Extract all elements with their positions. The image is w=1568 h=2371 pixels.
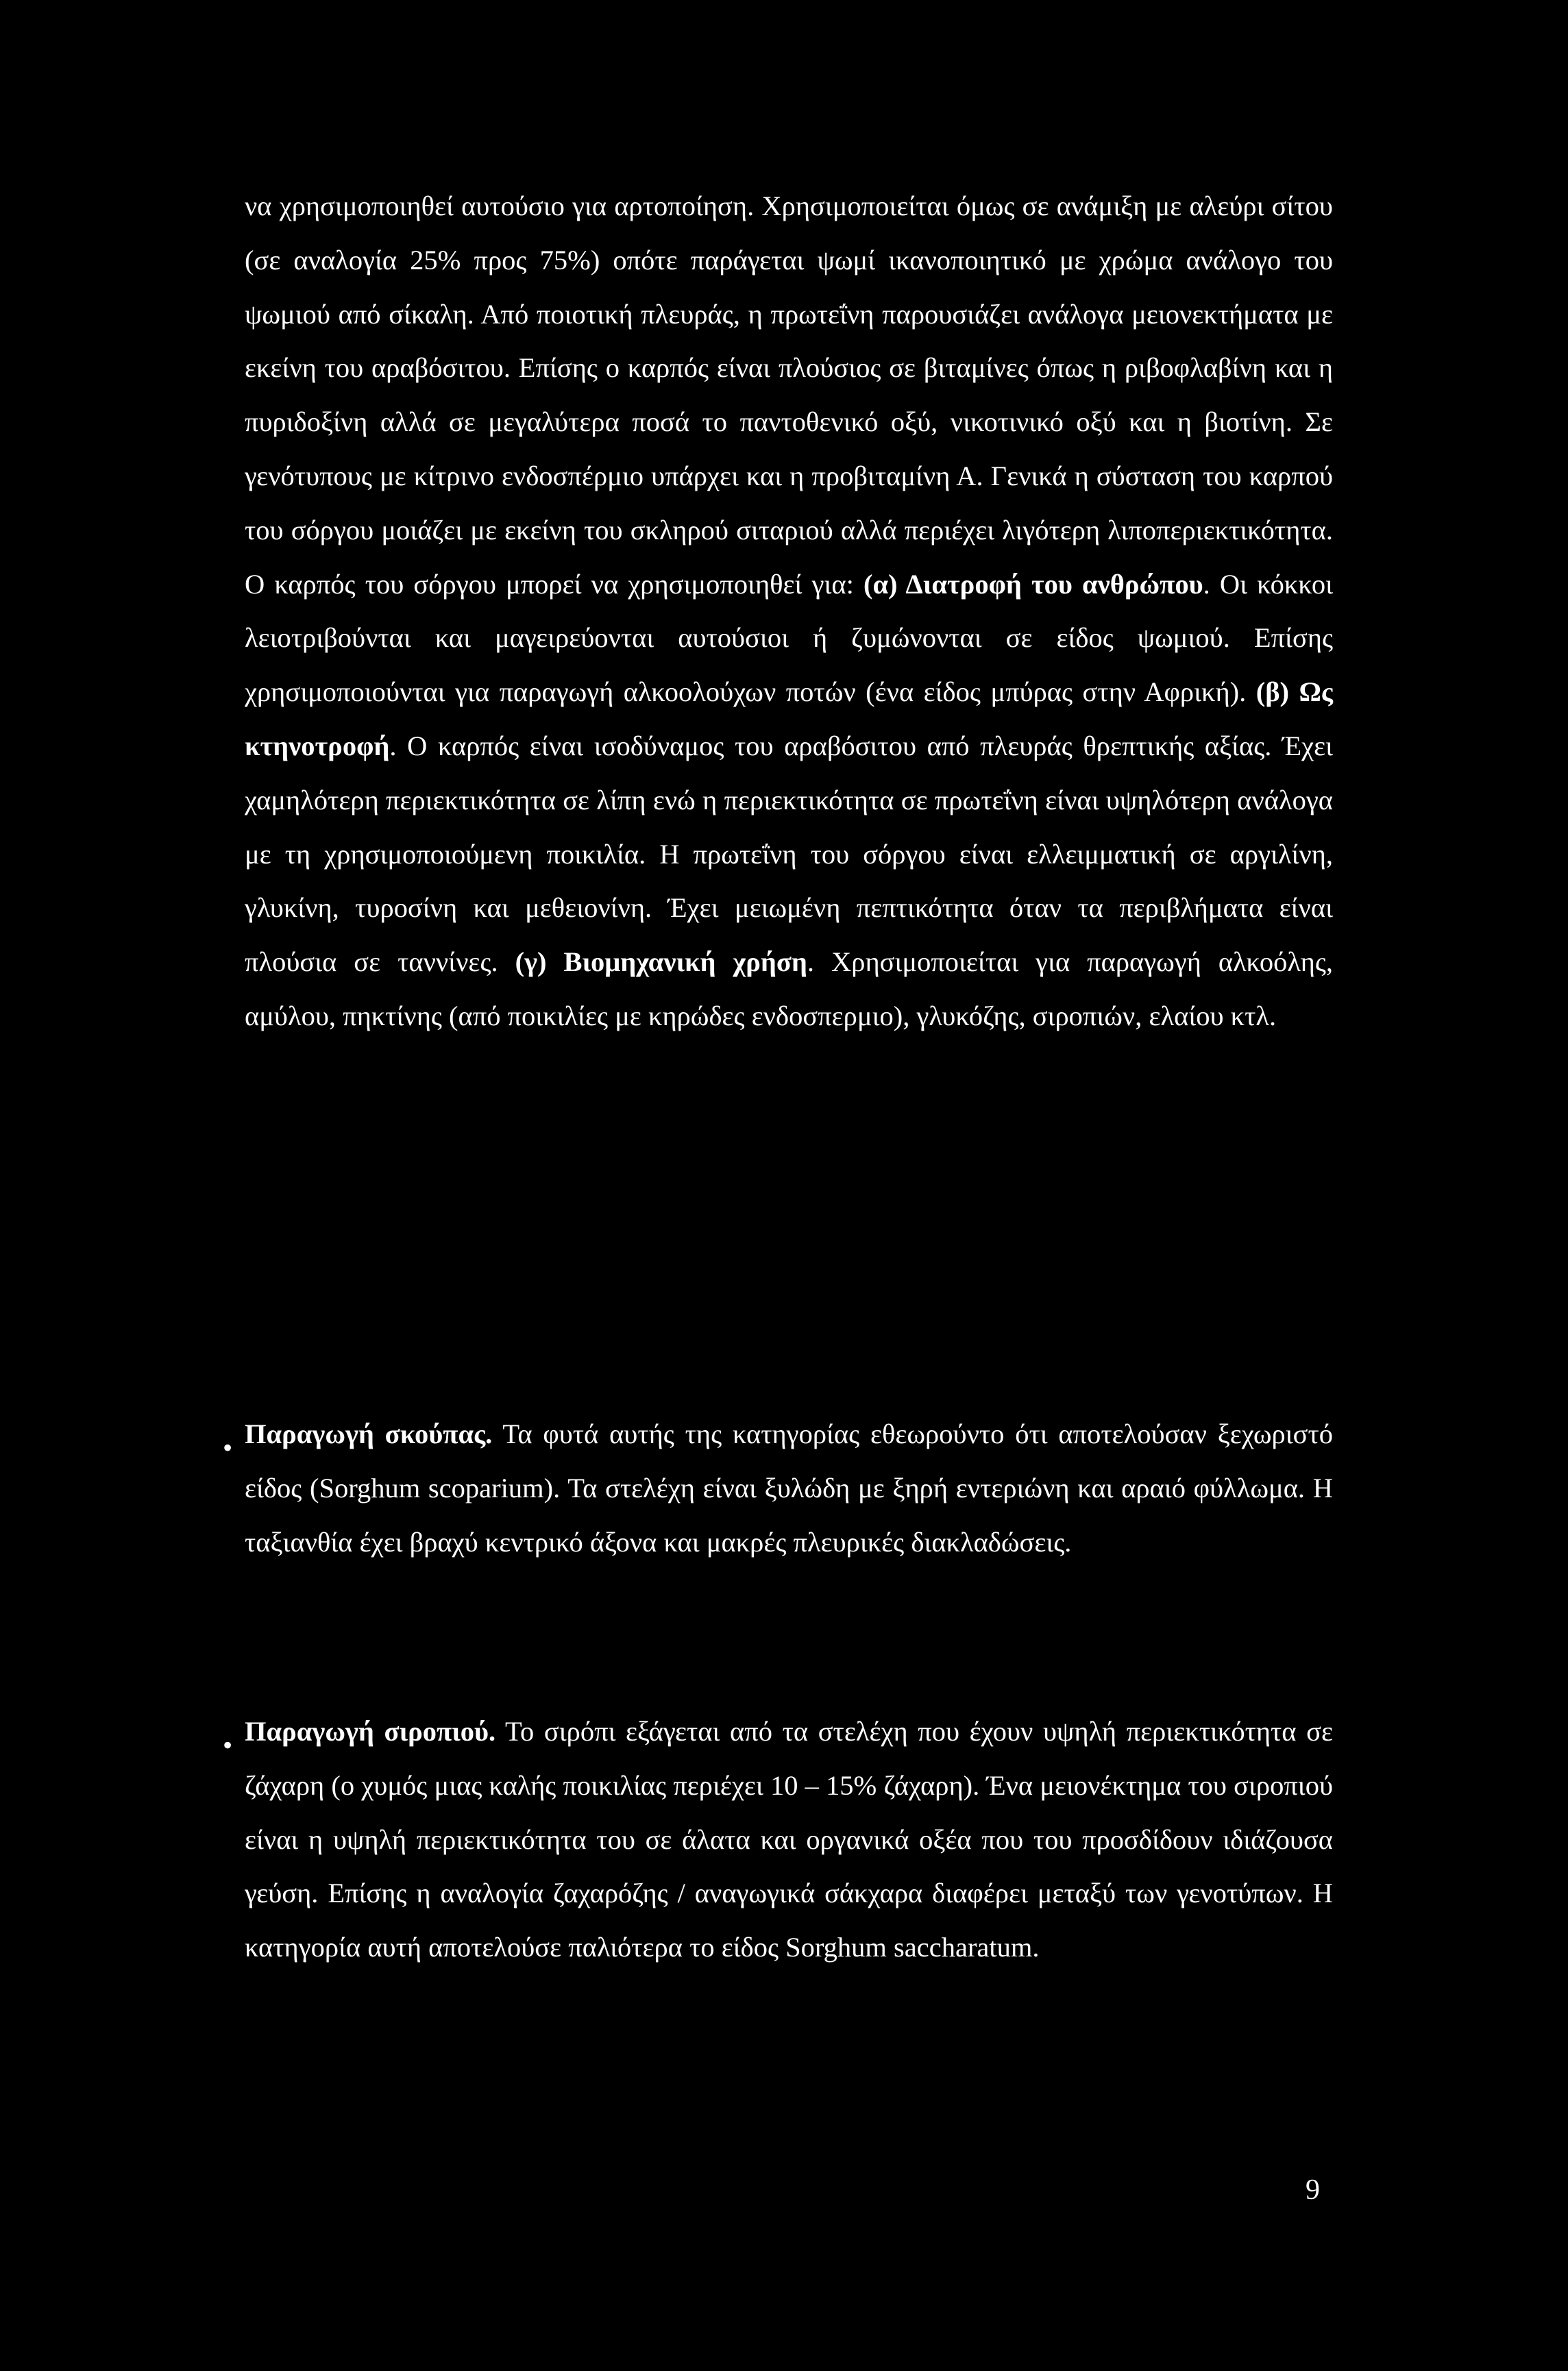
bullet-body: Το σιρόπι εξάγεται από τα στελέχη που έχουν υψηλή περιεκτικότητα σε ζάχαρη (ο χυμός μιας καλής ποικιλίας περιέχει 10 – 15% ζάχαρη). Ένα μειονέκτημα του σιροπιού είναι η υψηλή περιεκτικότητα του σε άλατα και οργανικά οξέα που του προσδίδουν ιδιάζουσα γεύση. Επίσης η αναλογία ζαχαρόζης / αναγωγικά σάκχαρα διαφέρει μεταξύ των γενοτύπων. Η κατηγορία αυτή αποτελούσε παλιότερα το είδος Sorghum saccharatum. <box>245 1716 1333 1963</box>
paragraph-text: . Χρησιμοποιείται για παραγωγή αλκοόλης, αμύλου, πηκτίνης (από ποικιλίες με κηρώδες ενδοσπερμιο), γλυκόζης, σιροπιών, ελαίου κτλ. <box>245 946 1333 1031</box>
bold-heading-feed: (β) Ως κτηνοτροφή <box>245 676 1333 761</box>
bullet-heading: Παραγωγή σιροπιού. <box>245 1716 496 1747</box>
paragraph-text: να χρησιμοποιηθεί αυτούσιο για αρτοποίηση. Χρησιμοποιείται όμως σε ανάμιξη με αλεύρι σίτου (σε αναλογία 25% προς 75%) οπότε παράγεται ψωμί ικανοποιητικό με χρώμα ανάλογο του ψωμιού από σίκαλη. Από ποιοτική πλευράς, η πρωτεΐνη παρουσιάζει ανάλογα μειονεκτήματα με εκείνη του αραβόσιτου. Επίσης ο καρπός είναι πλούσιος σε βιταμίνες όπως η ριβοφλαβίνη και η πυριδοξίνη αλλά σε μεγαλύτερα ποσά το παντοθενικό οξύ, νικοτινικό οξύ και η βιοτίνη. Σε γενότυπους με κίτρινο ενδοσπέρμιο υπάρχει και η προβιταμίνη Α. Γενικά η σύσταση του καρπού του σόργου μοιάζει με εκείνη του σκληρού σιταριού αλλά περιέχει λιγότερη λιποπεριεκτικότητα. Ο καρπός του σόργου μπορεί να χρησιμοποιηθεί για: <box>245 191 1333 600</box>
body-paragraph <box>245 180 1333 1044</box>
bullet-paragraph <box>245 1705 1333 1975</box>
bold-heading-industrial: (γ) Βιομηχανική χρήση <box>515 946 807 978</box>
page-number: 9 <box>1306 2174 1320 2206</box>
bold-heading-food: (α) Διατροφή του ανθρώπου <box>863 568 1203 600</box>
bullet-item-syrup <box>223 1705 1333 1975</box>
paragraph-text: . Οι κόκκοι λειοτριβούνται και μαγειρεύονται αυτούσιοι ή ζυμώνονται σε είδος ψωμιού. Επίσης χρησιμοποιούνται για παραγωγή αλκοολούχων ποτών (ένα είδος μπύρας στην Αφρική). <box>245 568 1333 708</box>
paragraph-text: . Ο καρπός είναι ισοδύναμος του αραβόσιτου από πλευράς θρεπτικής αξίας. Έχει χαμηλότερη περιεκτικότητα σε λίπη ενώ η περιεκτικότητα σε πρωτεΐνη είναι υψηλότερη ανάλογα με τη χρησιμοποιούμενη ποικιλία. Η πρωτεΐνη του σόργου είναι ελλειμματική σε αργιλίνη, γλυκίνη, τυροσίνη και μεθειονίνη. Έχει μειωμένη πεπτικότητα όταν τα περιβλήματα είναι πλούσια σε ταννίνες. <box>245 730 1333 978</box>
bullet-item-broom <box>223 1408 1333 1569</box>
bullet-marker: • <box>223 1432 233 1463</box>
bullet-marker: • <box>223 1730 233 1760</box>
bullet-heading: Παραγωγή σκούπας. <box>245 1418 493 1449</box>
bullet-body: Τα φυτά αυτής της κατηγορίας εθεωρούντο ότι αποτελούσαν ξεχωριστό είδος (Sorghum scoparium). Τα στελέχη είναι ξυλώδη με ξηρή εντεριώνη και αραιό φύλλωμα. Η ταξιανθία έχει βραχύ κεντρικό άξονα και μακρές πλευρικές διακλαδώσεις. <box>245 1418 1334 1558</box>
bullet-paragraph <box>245 1408 1333 1569</box>
